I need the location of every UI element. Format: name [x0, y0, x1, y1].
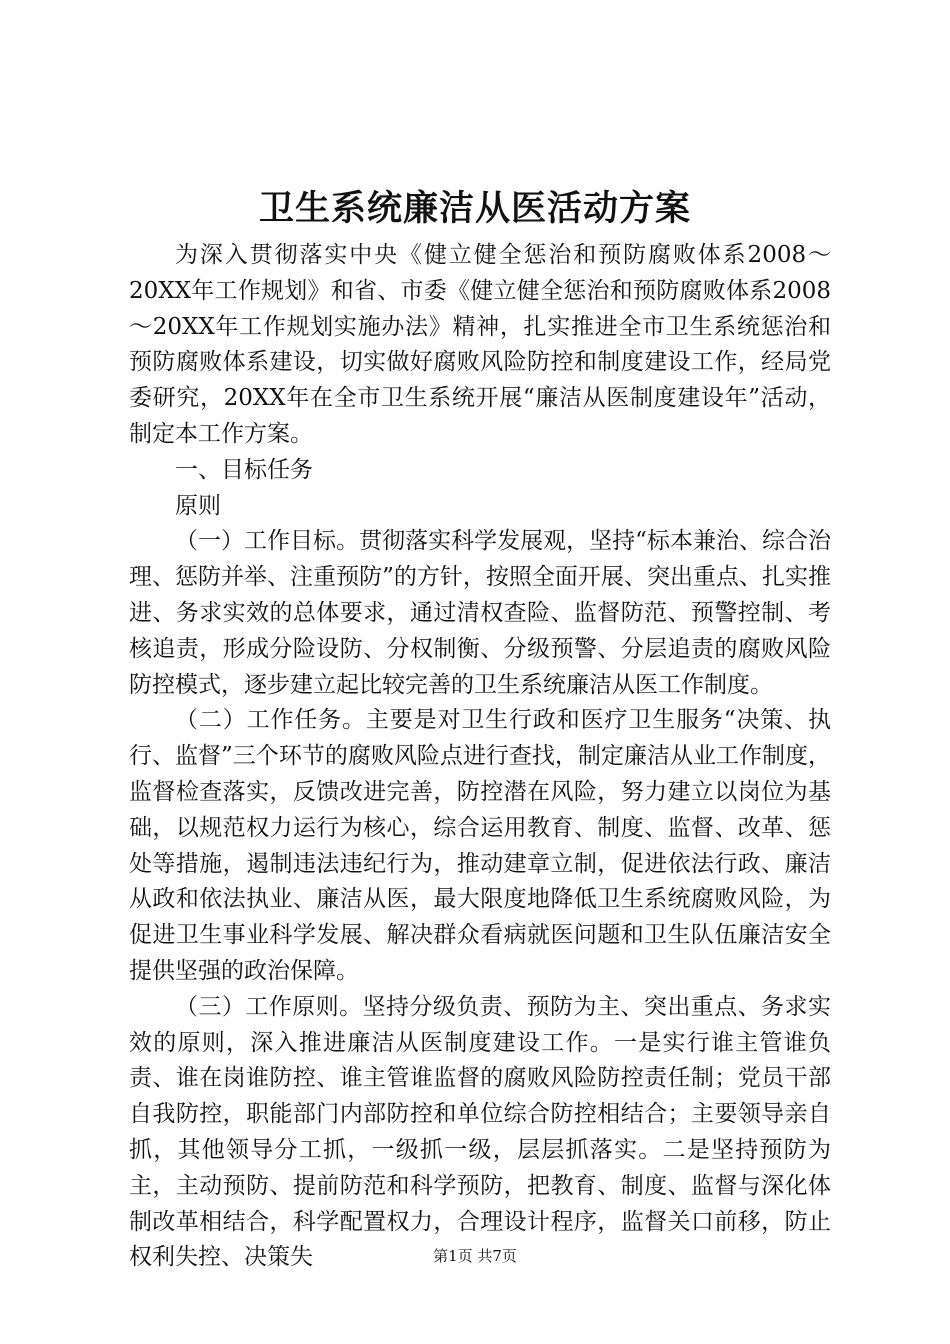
paragraph-tasks: （二）工作任务。主要是对卫生行政和医疗卫生服务“决策、执行、监督”三个环节的腐败风险点进行查找，制定廉洁从业工作制度，监督检查落实，反馈改进完善，防控潜在风险，努力建立以岗位为基础，以规范权力运行为核心，综合运用教育、制度、监督、改革、惩处等措施，遏制违法违纪行为，推动建章立制，促进依法行政、廉洁从政和依法执业、廉洁从医，最大限度地降低卫生系统腐败风险，为促进卫生事业科学发展、解决群众看病就医问题和卫生队伍廉洁安全提供坚强的政治保障。 [129, 707, 831, 984]
paragraph-goals: （一）工作目标。贯彻落实科学发展观，坚持“标本兼治、综合治理、惩防并举、注重预防”的方针，按照全面开展、突出重点、扎实推进、务求实效的总体要求，通过清权查险、监督防范、预警控制、考核追责，形成分险设防、分权制衡、分级预警、分层追责的腐败风险防控模式，逐步建立起比较完善的卫生系统廉洁从医工作制度。 [129, 528, 831, 698]
page-number: 第1页 共7页 [433, 1247, 517, 1265]
paragraph-intro: 为深入贯彻落实中央《健立健全惩治和预防腐败体系2008～20XX年工作规划》和省、市委《健立健全惩治和预防腐败体系2008～20XX年工作规划实施办法》精神，扎实推进全市卫生系统惩治和预防腐败体系建设，切实做好腐败风险防控和制度建设工作，经局党委研究，20XX年在全市卫生系统开展“廉洁从医制度建设年”活动，制定本工作方案。 [129, 242, 831, 447]
section-heading: 一、目标任务 [175, 456, 313, 483]
paragraph-principles: （三）工作原则。坚持分级负责、预防为主、突出重点、务求实效的原则，深入推进廉洁从医制度建设工作。一是实行谁主管谁负责、谁在岗谁防控、谁主管谁监督的腐败风险防控责任制；党员干部自我防控，职能部门内部防控和单位综合防控相结合；主要领导亲自抓，其他领导分工抓，一级抓一级，层层抓落实。二是坚持预防为主，主动预防、提前防范和科学预防，把教育、制度、监督与深化体制改革相结合，科学配置权力，合理设计程序，监督关口前移，防止权利失控、决策失 [129, 993, 831, 1271]
subheading-principle: 原则 [175, 492, 221, 519]
document-body [129, 238, 831, 1276]
document-title: 卫生系统廉洁从医活动方案 [258, 188, 691, 229]
